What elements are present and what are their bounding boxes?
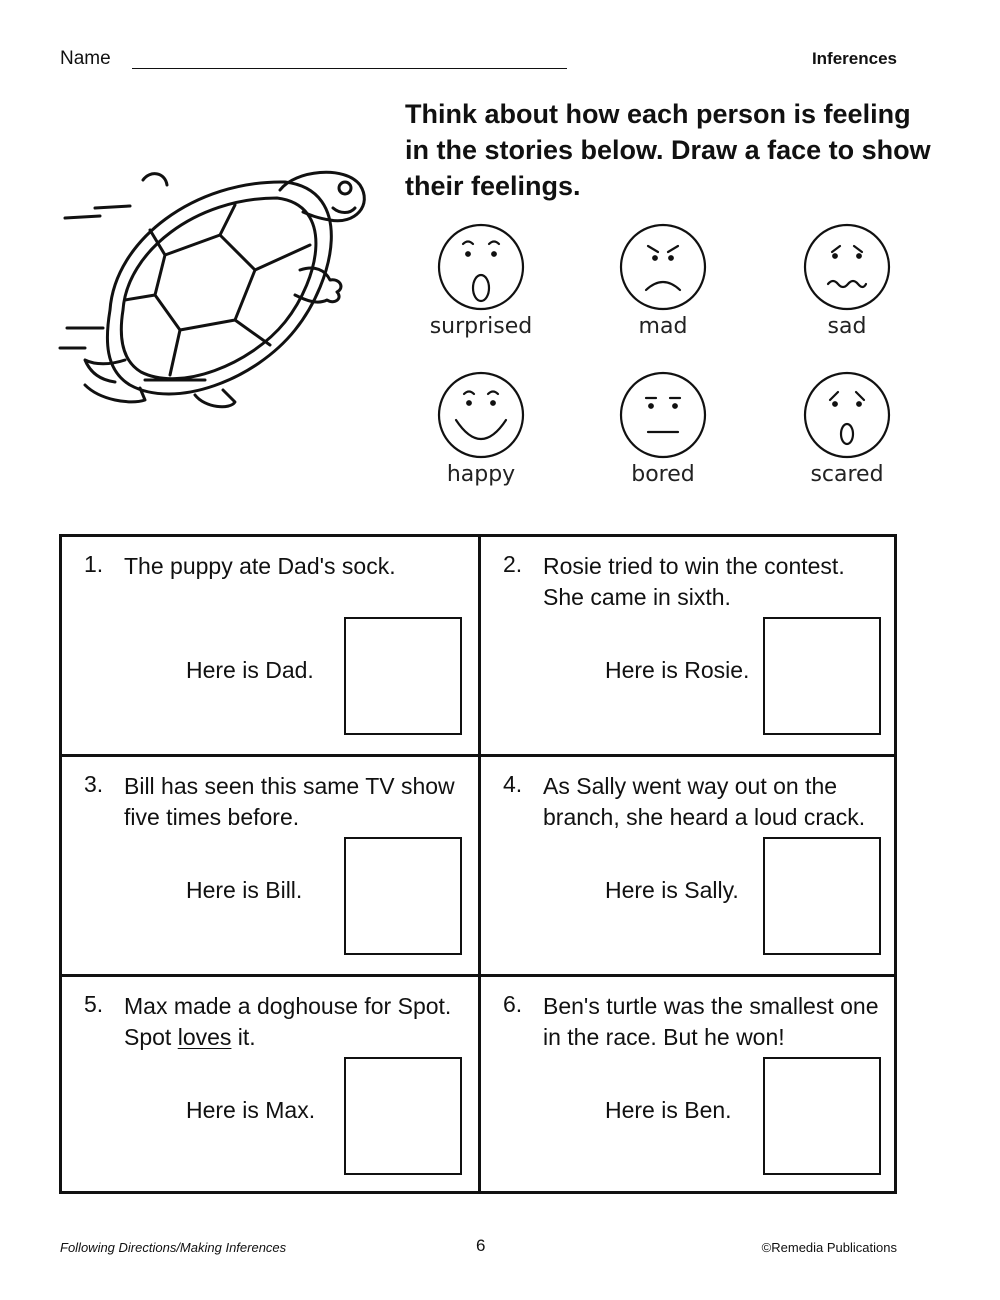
- exercise-prompt: Here is Ben.: [605, 1097, 732, 1123]
- footer-book-title: Following Directions/Making Inferences: [60, 1240, 287, 1255]
- answer-box[interactable]: [344, 617, 462, 735]
- instructions-text: Think about how each person is feeling in the stories below. Draw a face to show their feelings.: [405, 99, 931, 201]
- topic-title: Inferences: [811, 49, 897, 68]
- surprised-face-icon: [436, 222, 526, 312]
- exercise-1: [62, 537, 480, 756]
- face-legend-surprised: [416, 222, 546, 352]
- exercise-number: 4.: [503, 771, 523, 797]
- exercise-story: As Sally went way out on the branch, she heard a loud crack.: [543, 773, 866, 830]
- name-label: Name: [60, 48, 111, 69]
- exercise-grid: [59, 534, 897, 1194]
- sad-face-icon: [802, 222, 892, 312]
- exercise-number: 6.: [503, 991, 523, 1017]
- exercise-number: 2.: [503, 551, 523, 577]
- exercise-2: [481, 537, 899, 756]
- name-line[interactable]: [132, 68, 567, 69]
- face-legend-mad: [598, 222, 728, 352]
- answer-box[interactable]: [763, 1057, 881, 1175]
- face-label: scared: [810, 462, 884, 487]
- exercise-story: Bill has seen this same TV show five times before.: [124, 773, 455, 830]
- exercise-6: [481, 977, 899, 1196]
- page-number: 6: [476, 1236, 486, 1255]
- answer-box[interactable]: [763, 837, 881, 955]
- exercise-number: 3.: [84, 771, 104, 797]
- exercise-number: 1.: [84, 551, 104, 577]
- exercise-5: [62, 977, 480, 1196]
- mad-face-icon: [618, 222, 708, 312]
- exercise-prompt: Here is Dad.: [186, 657, 314, 683]
- face-legend-bored: [598, 370, 728, 500]
- exercise-3: [62, 757, 480, 976]
- bored-face-icon: [618, 370, 708, 460]
- face-legend-happy: [416, 370, 546, 500]
- answer-box[interactable]: [344, 1057, 462, 1175]
- face-legend-scared: [782, 370, 912, 500]
- face-label: sad: [827, 314, 867, 339]
- exercise-prompt: Here is Bill.: [186, 877, 303, 903]
- exercise-story: Max made a doghouse for Spot. Spot loves it.: [124, 993, 452, 1050]
- answer-box[interactable]: [763, 617, 881, 735]
- exercise-prompt: Here is Rosie.: [605, 657, 750, 683]
- face-label: surprised: [429, 314, 533, 339]
- face-label: bored: [631, 462, 695, 487]
- exercise-story: Rosie tried to win the contest. She came in sixth.: [543, 553, 845, 610]
- footer-publisher: ©Remedia Publications: [761, 1240, 897, 1255]
- exercise-4: [481, 757, 899, 976]
- face-legend-sad: [782, 222, 912, 352]
- exercise-number: 5.: [84, 991, 104, 1017]
- exercise-story: Ben's turtle was the smallest one in the race. But he won!: [543, 993, 879, 1050]
- answer-box[interactable]: [344, 837, 462, 955]
- exercise-story: The puppy ate Dad's sock.: [124, 553, 396, 579]
- exercise-prompt: Here is Max.: [186, 1097, 316, 1123]
- underlined-word: loves: [177, 1024, 232, 1050]
- face-label: happy: [446, 462, 516, 487]
- running-turtle-icon: [55, 160, 385, 420]
- scared-face-icon: [802, 370, 892, 460]
- happy-face-icon: [436, 370, 526, 460]
- face-label: mad: [638, 314, 688, 339]
- exercise-prompt: Here is Sally.: [605, 877, 739, 903]
